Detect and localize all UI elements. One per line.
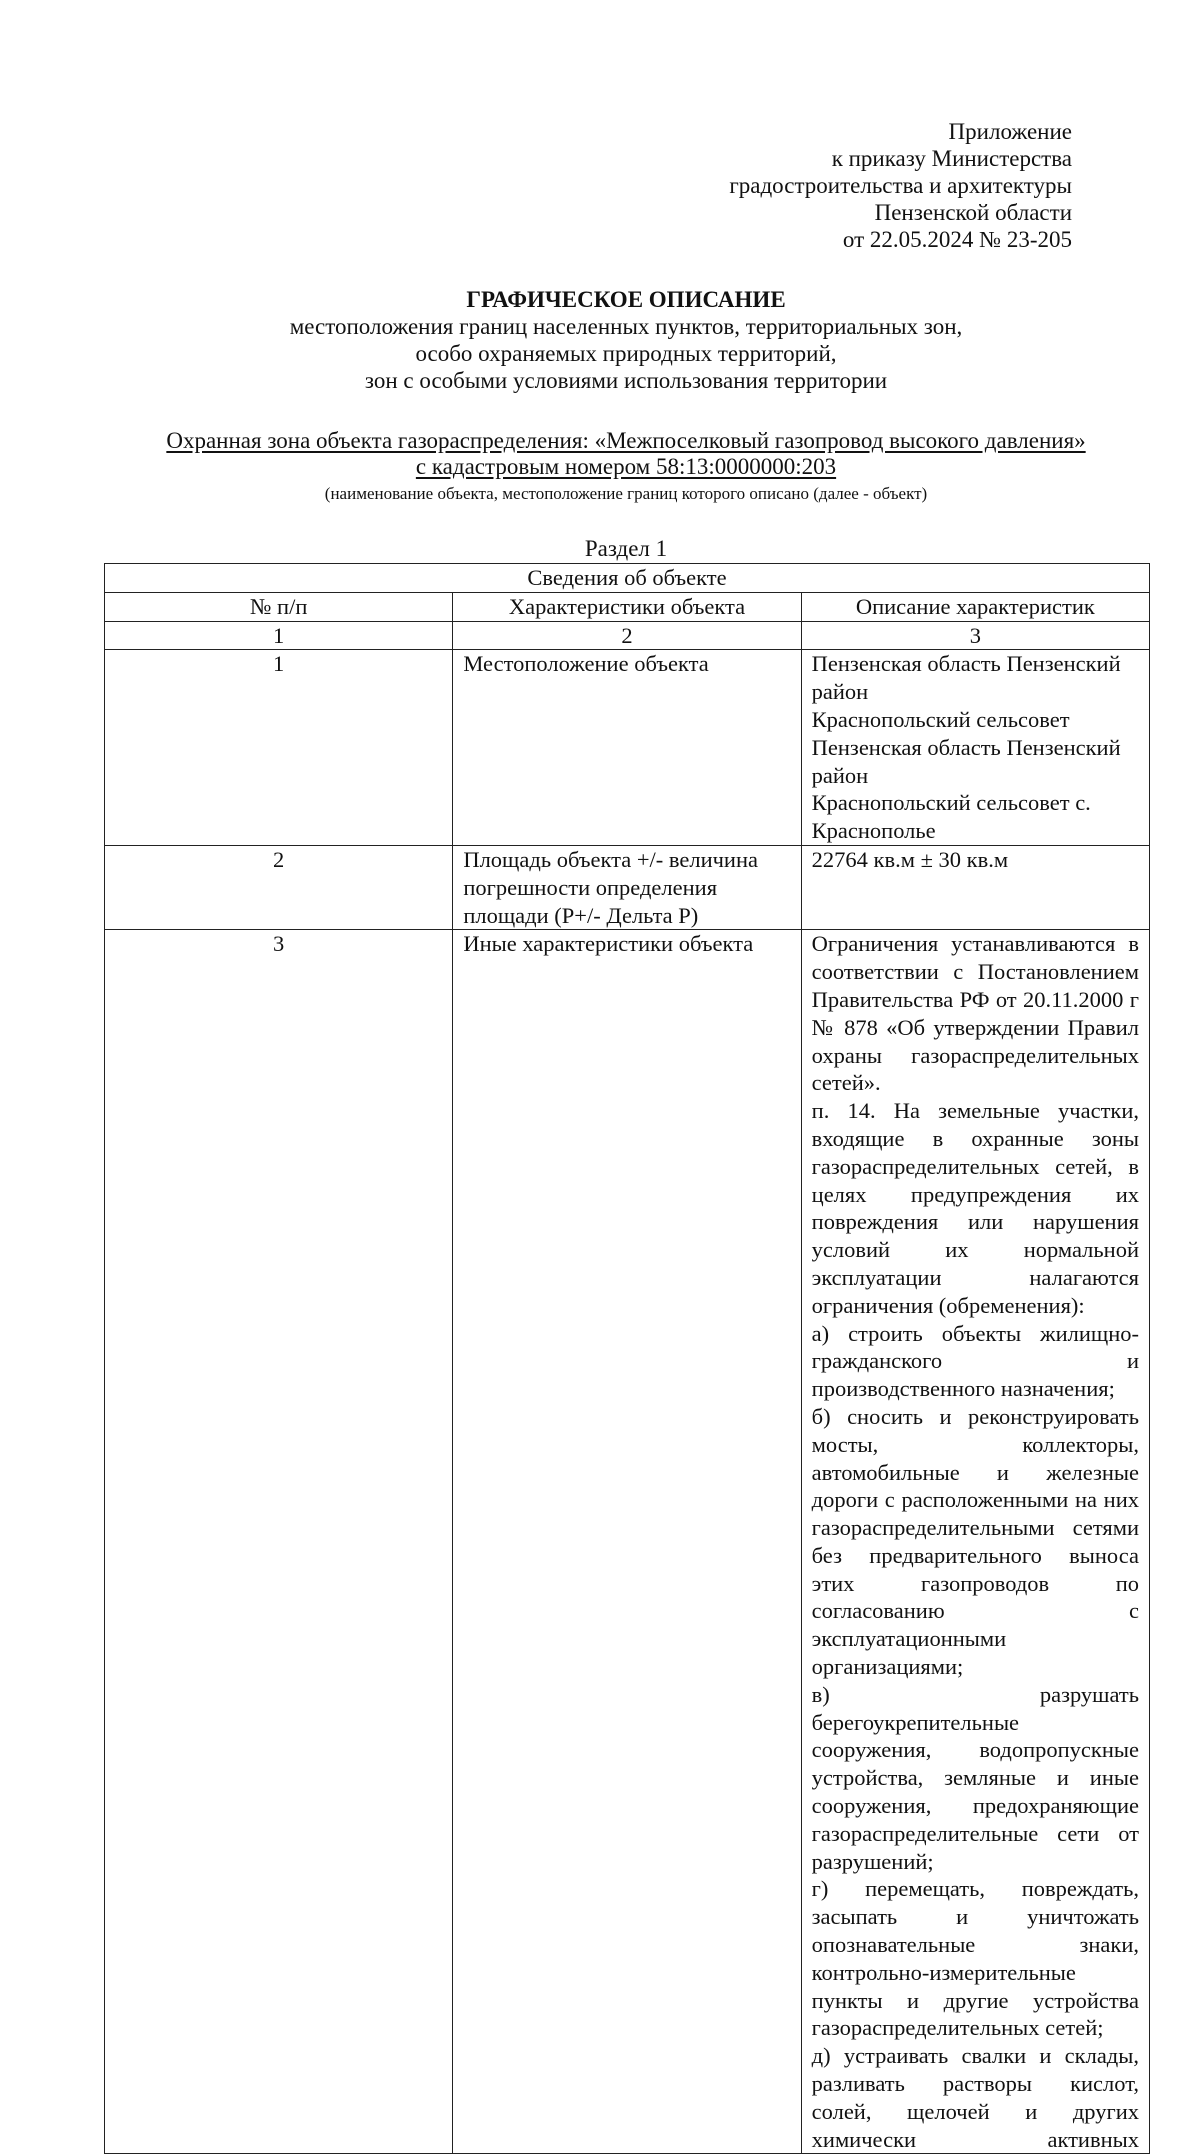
- appendix-line: Приложение: [948, 119, 1072, 144]
- description-paragraph: д) устраивать свалки и склады, разливать растворы кислот, солей, щелочей и других химически активных: [811, 2043, 1139, 2152]
- column-number-cell: 1: [105, 621, 453, 650]
- header-cell: Характеристики объекта: [453, 592, 801, 621]
- column-number-row: [105, 621, 1150, 650]
- object-info-table: [104, 563, 1150, 2154]
- header-cell: Описание характеристик: [801, 592, 1149, 621]
- description-line: 22764 кв.м ± 30 кв.м: [811, 846, 1009, 872]
- row-characteristic: Иные характеристики объекта: [453, 930, 801, 2154]
- row-number: 2: [105, 845, 453, 929]
- description-paragraph: б) сносить и реконструировать мосты, коллекторы, автомобильные и железные дороги с расположенными на них газораспределительными сетями без предварительного выноса этих газопроводов по согласованию с эксплуатационными организациями;: [811, 1403, 1139, 1680]
- row-characteristic: Площадь объекта +/- величина погрешности определения площади (P+/- Дельта P): [453, 845, 801, 929]
- subtitle-line: особо охраняемых природных территорий,: [415, 341, 837, 366]
- description-paragraph: п. 14. На земельные участки, входящие в охранные зоны газораспределительных сетей, в целях предупреждения их повреждения или нарушения условий их нормальной эксплуатации налагаются ограничения (обременения):: [811, 1098, 1139, 1318]
- subtitle-line: зон с особыми условиями использования территории: [364, 368, 888, 393]
- description-line: Пензенская область Пензенский район: [811, 651, 1121, 705]
- object-name-block: [104, 428, 1148, 506]
- description-paragraph: Ограничения устанавливаются в соответствии с Постановлением Правительства РФ от 20.11.2000 г № 878 «Об утверждении Правил охраны газораспределительных сетей».: [811, 931, 1139, 1096]
- description-line: Краснопольский сельсовет: [811, 706, 1070, 732]
- appendix-block: [729, 118, 1072, 253]
- appendix-line: градостроительства и архитектуры: [729, 173, 1072, 198]
- table-row: [105, 845, 1150, 929]
- description-line: Краснопольский сельсовет с. Краснополье: [811, 790, 1091, 844]
- appendix-order-date: от 22.05.2024 № 23-205: [842, 227, 1072, 252]
- row-description: [801, 845, 1149, 929]
- row-characteristic: Местоположение объекта: [453, 650, 801, 846]
- appendix-line: к приказу Министерства: [831, 146, 1072, 171]
- row-number: 1: [105, 650, 453, 846]
- table-caption: Сведения об объекте: [105, 564, 1150, 593]
- section-label: Раздел 1: [584, 536, 668, 561]
- table-row: [105, 650, 1150, 846]
- description-paragraph: г) перемещать, повреждать, засыпать и уничтожать опознавательные знаки, контрольно-измерительные пункты и другие устройства газораспределительных сетей;: [811, 1876, 1139, 2041]
- row-description: [801, 650, 1149, 846]
- column-number-cell: 3: [801, 621, 1149, 650]
- object-name-line: Охранная зона объекта газораспределения: «Межпоселковый газопровод высокого давления»: [166, 428, 1086, 453]
- description-paragraph: а) строить объекты жилищно-гражданского и производственного назначения;: [811, 1320, 1139, 1402]
- row-description: [801, 930, 1149, 2154]
- title-block: [104, 286, 1148, 394]
- description-line: Пензенская область Пензенский район: [811, 734, 1121, 788]
- column-number-cell: 2: [453, 621, 801, 650]
- table-header-row: [105, 592, 1150, 621]
- table-caption-row: [105, 564, 1150, 593]
- table-row: [105, 930, 1150, 2154]
- header-cell: № п/п: [105, 592, 453, 621]
- row-number: 3: [105, 930, 453, 2154]
- appendix-line: Пензенской области: [874, 200, 1072, 225]
- description-paragraph: в) разрушать берегоукрепительные сооружения, водопропускные устройства, земляные и иные сооружения, предохраняющие газораспределительные сети от разрушений;: [811, 1681, 1139, 1874]
- cadastral-number-line: с кадастровым номером 58:13:0000000:203: [415, 454, 837, 479]
- object-name-caption: (наименование объекта, местоположение границ которого описано (далее - объект): [324, 484, 928, 503]
- subtitle-line: местоположения границ населенных пунктов, территориальных зон,: [289, 314, 963, 339]
- document-title: ГРАФИЧЕСКОЕ ОПИСАНИЕ: [466, 287, 786, 312]
